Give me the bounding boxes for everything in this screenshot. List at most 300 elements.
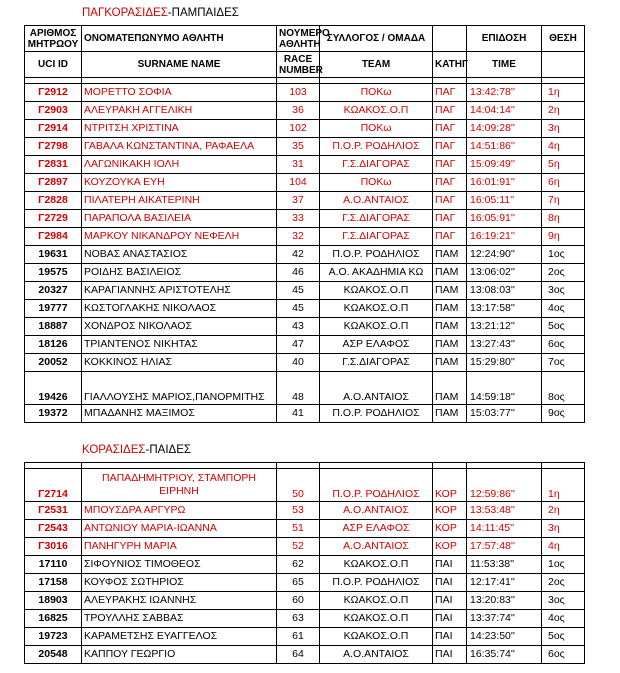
category-cell: ΠΑΓ (433, 156, 467, 174)
table-row (25, 210, 585, 228)
category-cell: ΠΑΙ (433, 628, 467, 646)
position-number: 5 (548, 630, 554, 642)
table-row (25, 264, 585, 282)
position-suffix: ος (553, 648, 565, 660)
uci-id-cell: 16825 (25, 610, 82, 628)
category-cell: ΠΑΙ (433, 646, 467, 664)
time-cell: 12:59:86'' (467, 469, 542, 502)
time-cell: 14:23:50'' (467, 628, 542, 646)
position-cell (542, 264, 585, 282)
race-number-cell: 48 (277, 372, 320, 405)
category-cell: ΠΑΜ (433, 264, 467, 282)
position-suffix: η (553, 158, 560, 170)
name-cell: ΝΟΒΑΣ ΑΝΑΣΤΑΣΙΟΣ (82, 246, 277, 264)
category-cell: ΠΑΙ (433, 610, 467, 628)
position-cell (542, 336, 585, 354)
table-row (25, 628, 585, 646)
team-cell: Π.Ο.Ρ. ΡΟΔΗΛΙΟΣ (320, 574, 433, 592)
position-suffix: η (553, 488, 560, 500)
position-cell (542, 520, 585, 538)
race-number-cell: 60 (277, 592, 320, 610)
team-cell: Α.Ο. ΑΚΑΔΗΜΙΑ ΚΩ (320, 264, 433, 282)
table-row (25, 228, 585, 246)
race-number-cell: 45 (277, 282, 320, 300)
team-cell: ΠΟΚω (320, 174, 433, 192)
race-number-cell: 64 (277, 646, 320, 664)
category-cell: ΠΑΙ (433, 556, 467, 574)
uci-id-cell: 20052 (25, 354, 82, 372)
section-title-pagkorasides: ΠΑΓΚΟΡΑΣΙΔΕΣ-ΠΑΜΠΑΙΔΕΣ (82, 7, 239, 19)
name-cell: ΜΠΟΥΣΔΡΑ ΑΡΓΥΡΩ (82, 502, 277, 520)
time-cell: 16:35:74'' (467, 646, 542, 664)
header-time: TIME (467, 52, 542, 78)
name-cell: ΤΡΟΥΛΛΗΣ ΣΑΒΒΑΣ (82, 610, 277, 628)
position-number: 5 (548, 158, 554, 170)
team-cell: Α.Ο.ΑΝΤΑΙΟΣ (320, 646, 433, 664)
table-row (25, 372, 585, 405)
table-row (25, 520, 585, 538)
position-cell (542, 282, 585, 300)
name-cell: ΜΟΡΕΤΤΟ ΣΟΦΙΑ (82, 84, 277, 102)
team-cell: Α.Ο.ΑΝΤΑΙΟΣ (320, 372, 433, 405)
uci-id-cell: 17158 (25, 574, 82, 592)
table-row (25, 102, 585, 120)
position-suffix: ος (553, 284, 565, 296)
position-cell (542, 354, 585, 372)
position-number: 4 (548, 612, 554, 624)
uci-id-cell: Γ2828 (25, 192, 82, 210)
table-row (25, 174, 585, 192)
results-table-2 (24, 462, 585, 664)
position-suffix: ος (553, 302, 565, 314)
team-cell: Α.Ο.ΑΝΤΑΙΟΣ (320, 502, 433, 520)
category-cell: ΚΟΡ (433, 520, 467, 538)
position-number: 2 (548, 504, 554, 516)
position-cell (542, 246, 585, 264)
position-suffix: ος (553, 391, 565, 403)
name-cell: ΛΑΓΩΝΙΚΑΚΗ ΙΟΛΗ (82, 156, 277, 174)
position-number: 3 (548, 522, 554, 534)
race-number-cell: 103 (277, 84, 320, 102)
position-cell (542, 574, 585, 592)
header-category: ΚΑΤΗΓ (433, 52, 467, 78)
name-cell: ΚΟΥΖΟΥΚΑ ΕΥΗ (82, 174, 277, 192)
table-row (25, 156, 585, 174)
position-suffix: ος (553, 612, 565, 624)
position-suffix: η (553, 176, 560, 188)
category-cell: ΠΑΙ (433, 574, 467, 592)
time-cell: 14:09:28'' (467, 120, 542, 138)
table-row (25, 469, 585, 502)
uci-id-cell: 19575 (25, 264, 82, 282)
race-number-cell: 33 (277, 210, 320, 228)
race-number-cell: 31 (277, 156, 320, 174)
position-suffix: ος (553, 248, 565, 260)
header-time: ΕΠΙΔΟΣΗ (467, 26, 542, 52)
team-cell: ΚΩΑΚΟΣ.Ο.Π (320, 592, 433, 610)
race-number-cell: 63 (277, 610, 320, 628)
position-cell (542, 502, 585, 520)
position-number: 4 (548, 540, 554, 552)
position-number: 9 (548, 230, 554, 242)
time-cell: 16:05:11'' (467, 192, 542, 210)
table-row (25, 318, 585, 336)
position-cell (542, 556, 585, 574)
position-cell (542, 646, 585, 664)
uci-id-cell: 19777 (25, 300, 82, 318)
team-cell: ΚΩΑΚΟΣ.Ο.Π (320, 318, 433, 336)
header-category (433, 26, 467, 52)
name-cell: ΡΟΙΔΗΣ ΒΑΣΙΛΕΙΟΣ (82, 264, 277, 282)
position-suffix: η (553, 122, 560, 134)
position-number: 1 (548, 558, 554, 570)
position-number: 5 (548, 320, 554, 332)
header-name: ΟΝΟΜΑΤΕΠΩΝΥΜΟ ΑΘΛΗΤΗ (82, 26, 277, 52)
position-suffix: ος (553, 320, 565, 332)
team-cell: ΠΟΚω (320, 120, 433, 138)
table-row (25, 405, 585, 423)
uci-id-cell: 20327 (25, 282, 82, 300)
uci-id-cell: Γ2798 (25, 138, 82, 156)
uci-id-cell: 20548 (25, 646, 82, 664)
name-cell: ΑΛΕΥΡΑΚΗΣ ΙΩΑΝΝΗΣ (82, 592, 277, 610)
uci-id-cell: Γ2903 (25, 102, 82, 120)
table-row (25, 538, 585, 556)
category-cell: ΠΑΙ (433, 592, 467, 610)
name-cell: ΚΟΚΚΙΝΟΣ ΗΛΙΑΣ (82, 354, 277, 372)
team-cell: Π.Ο.Ρ. ΡΟΔΗΛΙΟΣ (320, 405, 433, 423)
table-row (25, 120, 585, 138)
race-number-cell: 36 (277, 102, 320, 120)
uci-id-cell: 19723 (25, 628, 82, 646)
table-row (25, 192, 585, 210)
position-number: 6 (548, 338, 554, 350)
team-cell: Π.Ο.Ρ. ΡΟΔΗΛΙΟΣ (320, 469, 433, 502)
position-suffix: ος (553, 266, 565, 278)
team-cell: ΚΩΑΚΟΣ.Ο.Π (320, 610, 433, 628)
time-cell: 16:01:91'' (467, 174, 542, 192)
position-number: 3 (548, 284, 554, 296)
team-cell: ΚΩΑΚΟΣ.Ο.Π (320, 282, 433, 300)
race-number-cell: 43 (277, 318, 320, 336)
category-cell: ΠΑΓ (433, 138, 467, 156)
uci-id-cell: 19426 (25, 372, 82, 405)
position-cell (542, 156, 585, 174)
team-cell: Γ.Σ.ΔΙΑΓΟΡΑΣ (320, 210, 433, 228)
time-cell: 16:19:21'' (467, 228, 542, 246)
category-cell: ΠΑΓ (433, 120, 467, 138)
category-cell: ΠΑΜ (433, 354, 467, 372)
race-number-cell: 65 (277, 574, 320, 592)
table-row (25, 300, 585, 318)
name-cell: ΜΠΑΔΑΝΗΣ ΜΑΞΙΜΟΣ (82, 405, 277, 423)
race-number-cell: 47 (277, 336, 320, 354)
category-cell: ΠΑΓ (433, 102, 467, 120)
name-cell: ΓΑΒΑΛΑ ΚΩΝΣΤΑΝΤΙΝΑ, ΡΑΦΑΕΛΑ (82, 138, 277, 156)
race-number-cell: 42 (277, 246, 320, 264)
uci-id-cell: 19372 (25, 405, 82, 423)
position-cell (542, 84, 585, 102)
category-cell: ΠΑΓ (433, 228, 467, 246)
position-number: 4 (548, 140, 554, 152)
race-number-cell: 62 (277, 556, 320, 574)
team-cell: ΚΩΑΚΟΣ.Ο.Π (320, 300, 433, 318)
position-suffix: η (553, 140, 560, 152)
team-cell: ΚΩΑΚΟΣ.Ο.Π (320, 628, 433, 646)
position-suffix: η (553, 504, 560, 516)
uci-id-cell: Γ2831 (25, 156, 82, 174)
name-cell: ΚΑΡΑΜΕΤΣΗΣ ΕΥΑΓΓΕΛΟΣ (82, 628, 277, 646)
name-cell: ΠΙΛΑΤΕΡΗ ΑΙΚΑΤΕΡΙΝΗ (82, 192, 277, 210)
category-cell: ΚΟΡ (433, 502, 467, 520)
uci-id-cell: 18887 (25, 318, 82, 336)
race-number-cell: 51 (277, 520, 320, 538)
table-row (25, 84, 585, 102)
name-cell: ΜΑΡΚΟΥ ΝΙΚΑΝΔΡΟΥ ΝΕΦΕΛΗ (82, 228, 277, 246)
header-position: ΘΕΣΗ (542, 26, 585, 52)
time-cell: 13:27:43'' (467, 336, 542, 354)
position-suffix: ος (553, 630, 565, 642)
time-cell: 13:21:12'' (467, 318, 542, 336)
results-table-1 (24, 25, 585, 423)
position-suffix: η (553, 194, 560, 206)
uci-id-cell: 18126 (25, 336, 82, 354)
position-number: 2 (548, 576, 554, 588)
category-cell: ΠΑΓ (433, 192, 467, 210)
position-number: 4 (548, 302, 554, 314)
uci-id-cell: Γ2714 (25, 469, 82, 502)
category-cell: ΚΟΡ (433, 538, 467, 556)
team-cell: ΑΣΡ ΕΛΑΦΟΣ (320, 520, 433, 538)
category-cell: ΠΑΜ (433, 282, 467, 300)
team-cell: ΠΟΚω (320, 84, 433, 102)
table-row (25, 502, 585, 520)
time-cell: 15:03:77'' (467, 405, 542, 423)
position-number: 8 (548, 212, 554, 224)
race-number-cell: 52 (277, 538, 320, 556)
time-cell: 13:53:48'' (467, 502, 542, 520)
team-cell: Γ.Σ.ΔΙΑΓΟΡΑΣ (320, 354, 433, 372)
table-row (25, 610, 585, 628)
category-cell: ΠΑΜ (433, 246, 467, 264)
uci-id-cell: Γ2984 (25, 228, 82, 246)
position-cell (542, 102, 585, 120)
header-race-number: RACE NUMBER (277, 52, 320, 78)
position-suffix: ος (553, 338, 565, 350)
position-cell (542, 138, 585, 156)
name-cell: ΑΝΤΩΝΙΟΥ ΜΑΡΙΑ-ΙΩΑΝΝΑ (82, 520, 277, 538)
name-cell: ΣΙΦΟΥΝΙΟΣ ΤΙΜΟΘΕΟΣ (82, 556, 277, 574)
position-cell (542, 592, 585, 610)
team-cell: ΚΩΑΚΟΣ.Ο.Π (320, 102, 433, 120)
race-number-cell: 102 (277, 120, 320, 138)
position-cell (542, 210, 585, 228)
position-number: 3 (548, 594, 554, 606)
time-cell: 13:17:58'' (467, 300, 542, 318)
position-number: 3 (548, 122, 554, 134)
position-cell (542, 192, 585, 210)
header-row (25, 52, 585, 78)
position-number: 7 (548, 194, 554, 206)
table-row (25, 138, 585, 156)
position-suffix: ος (553, 594, 565, 606)
team-cell: Α.Ο.ΑΝΤΑΙΟΣ (320, 192, 433, 210)
team-cell: Γ.Σ.ΔΙΑΓΟΡΑΣ (320, 228, 433, 246)
time-cell: 14:59:18'' (467, 372, 542, 405)
position-cell (542, 300, 585, 318)
position-suffix: η (553, 230, 560, 242)
uci-id-cell: Γ2912 (25, 84, 82, 102)
time-cell: 11:53:38'' (467, 556, 542, 574)
uci-id-cell: Γ2897 (25, 174, 82, 192)
header-team: TEAM (320, 52, 433, 78)
team-cell: ΚΩΑΚΟΣ.Ο.Π (320, 556, 433, 574)
time-cell: 14:04:14'' (467, 102, 542, 120)
header-row (25, 26, 585, 52)
position-number: 2 (548, 104, 554, 116)
position-number: 6 (548, 648, 554, 660)
category-cell: ΚΟΡ (433, 469, 467, 502)
race-number-cell: 46 (277, 264, 320, 282)
position-cell (542, 372, 585, 405)
uci-id-cell: 19631 (25, 246, 82, 264)
table-row (25, 592, 585, 610)
time-cell: 14:51:86'' (467, 138, 542, 156)
team-cell: Α.Ο.ΑΝΤΑΙΟΣ (320, 538, 433, 556)
uci-id-cell: Γ2531 (25, 502, 82, 520)
time-cell: 16:05:91'' (467, 210, 542, 228)
position-number: 1 (548, 248, 554, 260)
position-suffix: η (553, 86, 560, 98)
category-cell: ΠΑΜ (433, 372, 467, 405)
uci-id-cell: 17110 (25, 556, 82, 574)
position-cell (542, 610, 585, 628)
table-row (25, 354, 585, 372)
team-cell: ΑΣΡ ΕΛΑΦΟΣ (320, 336, 433, 354)
name-cell: ΠΑΡΑΠΟΛΑ ΒΑΣΙΛΕΙΑ (82, 210, 277, 228)
position-number: 9 (548, 407, 554, 419)
race-number-cell: 40 (277, 354, 320, 372)
position-cell (542, 405, 585, 423)
position-cell (542, 318, 585, 336)
time-cell: 17:57:48'' (467, 538, 542, 556)
name-cell: ΧΟΝΔΡΟΣ ΝΙΚΟΛΑΟΣ (82, 318, 277, 336)
category-cell: ΠΑΓ (433, 174, 467, 192)
race-number-cell: 104 (277, 174, 320, 192)
position-suffix: ος (553, 356, 565, 368)
name-cell: ΝΤΡΙΤΣΗ ΧΡΙΣΤΙΝΑ (82, 120, 277, 138)
position-cell (542, 538, 585, 556)
race-number-cell: 61 (277, 628, 320, 646)
header-team: ΣΥΛΛΟΓΟΣ / ΟΜΑΔΑ (320, 26, 433, 52)
time-cell: 13:42:78'' (467, 84, 542, 102)
position-cell (542, 120, 585, 138)
position-cell (542, 628, 585, 646)
team-cell: Γ.Σ.ΔΙΑΓΟΡΑΣ (320, 156, 433, 174)
team-cell: Π.Ο.Ρ. ΡΟΔΗΛΙΟΣ (320, 138, 433, 156)
category-cell: ΠΑΜ (433, 405, 467, 423)
table-row (25, 246, 585, 264)
category-cell: ΠΑΜ (433, 336, 467, 354)
race-number-cell: 35 (277, 138, 320, 156)
time-cell: 15:29:80'' (467, 354, 542, 372)
position-number: 2 (548, 266, 554, 278)
name-cell: ΠΑΠΑΔΗΜΗΤΡΙΟΥ, ΣΤΑΜΠΟΡΗ ΕΙΡΗΝΗ (82, 469, 277, 502)
race-number-cell: 50 (277, 469, 320, 502)
time-cell: 13:08:03'' (467, 282, 542, 300)
time-cell: 13:20:83'' (467, 592, 542, 610)
table-row (25, 556, 585, 574)
position-cell (542, 174, 585, 192)
table-row (25, 646, 585, 664)
header-uci-id: UCI ID (25, 52, 82, 78)
uci-id-cell: Γ2543 (25, 520, 82, 538)
time-cell: 13:06:02'' (467, 264, 542, 282)
position-suffix: η (553, 540, 560, 552)
team-cell: Π.Ο.Ρ. ΡΟΔΗΛΙΟΣ (320, 246, 433, 264)
name-cell: ΓΙΑΛΛΟΥΣΗΣ ΜΑΡΙΟΣ,ΠΑΝΟΡΜΙΤΗΣ (82, 372, 277, 405)
position-cell (542, 228, 585, 246)
position-number: 7 (548, 356, 554, 368)
table-row (25, 336, 585, 354)
name-cell: ΚΑΠΠΟΥ ΓΕΩΡΓΙΟ (82, 646, 277, 664)
uci-id-cell: Γ3016 (25, 538, 82, 556)
header-uci-id: ΑΡΙΘΜΟΣ ΜΗΤΡΩΟΥ (25, 26, 82, 52)
position-suffix: ος (553, 576, 565, 588)
race-number-cell: 45 (277, 300, 320, 318)
category-cell: ΠΑΜ (433, 300, 467, 318)
time-cell: 13:37:74'' (467, 610, 542, 628)
section-title-korasides: ΚΟΡΑΣΙΔΕΣ-ΠΑΙΔΕΣ (82, 444, 191, 456)
time-cell: 12:17:41'' (467, 574, 542, 592)
uci-id-cell: Γ2729 (25, 210, 82, 228)
table-row (25, 574, 585, 592)
position-cell (542, 469, 585, 502)
time-cell: 15:09:49'' (467, 156, 542, 174)
race-number-cell: 32 (277, 228, 320, 246)
name-cell: ΑΛΕΥΡΑΚΗ ΑΓΓΕΛΙΚΗ (82, 102, 277, 120)
race-number-cell: 41 (277, 405, 320, 423)
header-race-number: ΝΟΥΜΕΡΟ ΑΘΛΗΤΗ (277, 26, 320, 52)
position-suffix: η (553, 522, 560, 534)
position-suffix: η (553, 212, 560, 224)
uci-id-cell: Γ2914 (25, 120, 82, 138)
category-cell: ΠΑΜ (433, 318, 467, 336)
header-position (542, 52, 585, 78)
name-cell: ΚΑΡΑΓΙΑΝΝΗΣ ΑΡΙΣΤΟΤΕΛΗΣ (82, 282, 277, 300)
position-suffix: η (553, 104, 560, 116)
name-cell: ΠΑΝΗΓΥΡΗ ΜΑΡΙΑ (82, 538, 277, 556)
position-number: 8 (548, 391, 554, 403)
name-cell: ΚΟΥΦΟΣ ΣΩΤΗΡΙΟΣ (82, 574, 277, 592)
name-cell: ΚΩΣΤΟΓΛΑΚΗΣ ΝΙΚΟΛΑΟΣ (82, 300, 277, 318)
category-cell: ΠΑΓ (433, 84, 467, 102)
time-cell: 14:11:45'' (467, 520, 542, 538)
position-number: 1 (548, 86, 554, 98)
position-number: 6 (548, 176, 554, 188)
name-cell: ΤΡΙΑΝΤΕΝΟΣ ΝΙΚΗΤΑΣ (82, 336, 277, 354)
position-suffix: ος (553, 407, 565, 419)
header-name: SURNAME NAME (82, 52, 277, 78)
time-cell: 12:24:90'' (467, 246, 542, 264)
race-number-cell: 37 (277, 192, 320, 210)
table-row (25, 282, 585, 300)
uci-id-cell: 18903 (25, 592, 82, 610)
position-suffix: ος (553, 558, 565, 570)
category-cell: ΠΑΓ (433, 210, 467, 228)
race-number-cell: 53 (277, 502, 320, 520)
position-number: 1 (548, 488, 554, 500)
